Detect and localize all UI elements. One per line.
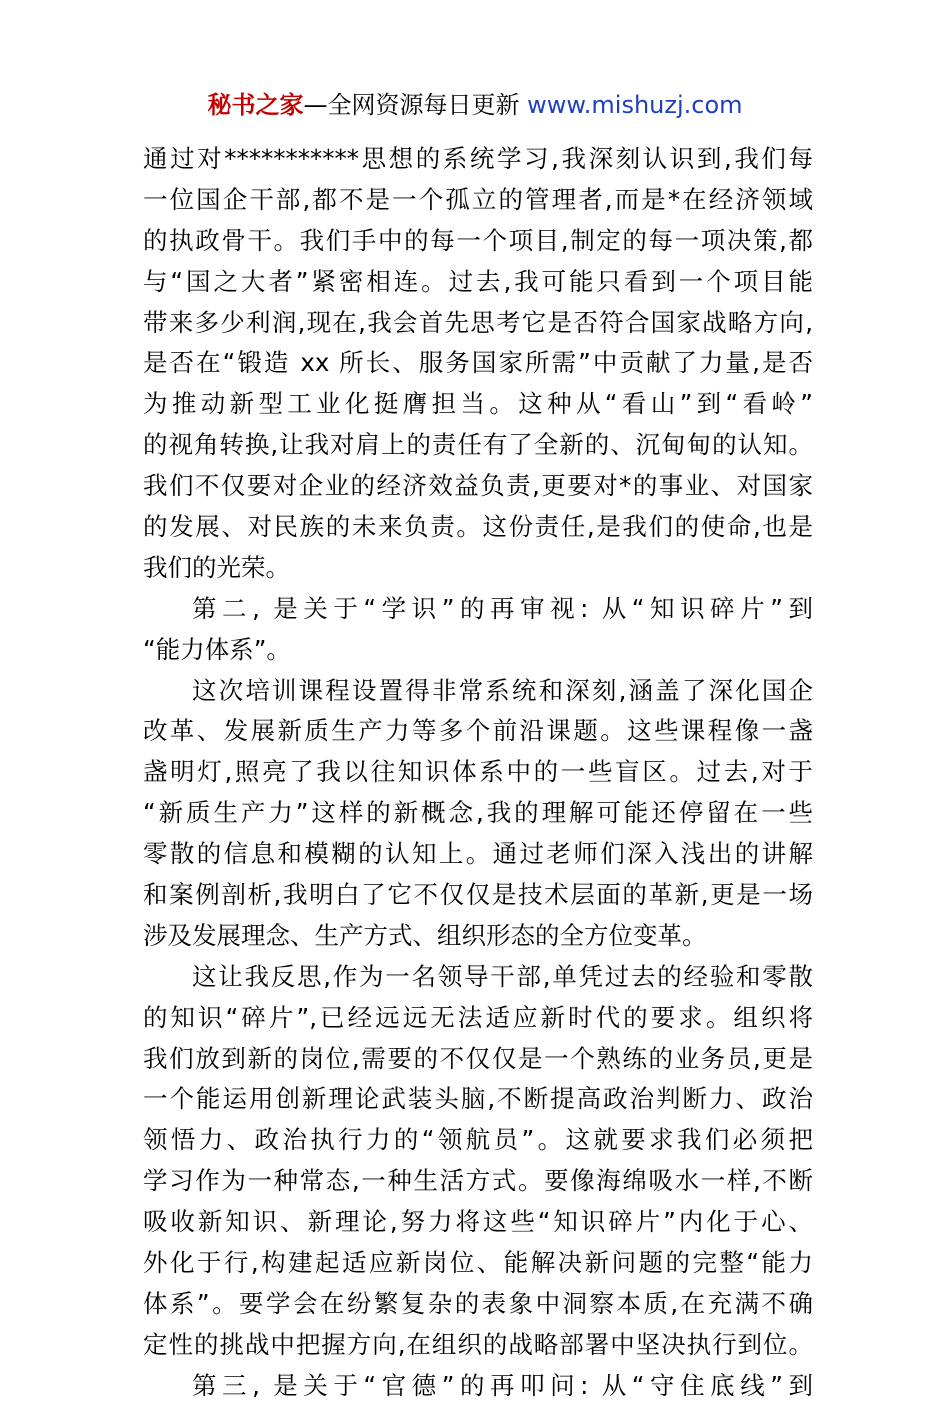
- text-line: 的发展、对民族的未来负责。这份责任,是我们的使命,也是: [143, 512, 813, 542]
- text-line: 一位国企干部,都不是一个孤立的管理者,而是*在经济领域: [143, 184, 813, 214]
- section-heading-line: “能力体系”。: [143, 634, 291, 664]
- text-line: 吸收新知识、新理论,努力将这些“知识碎片”内化于心、: [143, 1207, 813, 1237]
- text-line: 和案例剖析,我明白了它不仅仅是技术层面的革新,更是一场: [143, 880, 813, 910]
- text-line: 的知识“碎片”,已经远远无法适应新时代的要求。组织将: [143, 1002, 813, 1032]
- text-line: 是否在“锻造 xx 所长、服务国家所需”中贡献了力量,是否: [143, 348, 813, 378]
- text-line: 学习作为一种常态,一种生活方式。要像海绵吸水一样,不断: [143, 1166, 813, 1196]
- text-line: 改革、发展新质生产力等多个前沿课题。这些课程像一盏: [143, 716, 813, 746]
- text-line: 带来多少利润,现在,我会首先思考它是否符合国家战略方向,: [143, 307, 813, 337]
- section-heading-line: 第二, 是关于“学识”的再审视: 从“知识碎片”到: [192, 593, 813, 623]
- site-tagline: —全网资源每日更新: [303, 91, 528, 119]
- text-line: 的视角转换,让我对肩上的责任有了全新的、沉甸甸的认知。: [143, 430, 813, 460]
- text-line: 体系”。要学会在纷繁复杂的表象中洞察本质,在充满不确: [143, 1288, 813, 1318]
- text-line: 的执政骨干。我们手中的每一个项目,制定的每一项决策,都: [143, 225, 813, 255]
- text-line: 为推动新型工业化挺膺担当。这种从“看山”到“看岭”: [143, 389, 813, 419]
- text-line: 一个能运用创新理论武装头脑,不断提高政治判断力、政治: [143, 1084, 813, 1114]
- site-url: www.mishuzj.com: [527, 91, 743, 119]
- text-line: 零散的信息和模糊的认知上。通过老师们深入浅出的讲解: [143, 839, 813, 869]
- text-line: 领悟力、政治执行力的“领航员”。这就要求我们必须把: [143, 1125, 813, 1155]
- text-line: 我们放到新的岗位,需要的不仅仅是一个熟练的业务员,更是: [143, 1043, 813, 1073]
- site-brand: 秘书之家: [207, 91, 304, 119]
- text-line: 外化于行,构建起适应新岗位、能解决新问题的完整“能力: [143, 1248, 813, 1278]
- section-heading-line: 第三, 是关于“官德”的再叩问: 从“守住底线”到: [192, 1370, 813, 1400]
- text-line: 我们不仅要对企业的经济效益负责,更要对*的事业、对国家: [143, 471, 813, 501]
- text-line: 定性的挑战中把握方向,在组织的战略部署中坚决执行到位。: [143, 1329, 813, 1359]
- text-line: 涉及发展理念、生产方式、组织形态的全方位变革。: [143, 920, 707, 950]
- text-line: 与“国之大者”紧密相连。过去,我可能只看到一个项目能: [143, 266, 813, 296]
- text-line: “新质生产力”这样的新概念,我的理解可能还停留在一些: [143, 798, 813, 828]
- text-line: 盏明灯,照亮了我以往知识体系中的一些盲区。过去,对于: [143, 757, 813, 787]
- text-line: 通过对***********思想的系统学习,我深刻认识到,我们每: [143, 144, 813, 173]
- text-line: 这次培训课程设置得非常系统和深刻,涵盖了深化国企: [192, 675, 813, 705]
- site-header: [0, 88, 950, 122]
- document-body: [143, 139, 813, 1407]
- text-line: 这让我反思,作为一名领导干部,单凭过去的经验和零散: [192, 961, 813, 991]
- text-line: 我们的光荣。: [143, 552, 290, 582]
